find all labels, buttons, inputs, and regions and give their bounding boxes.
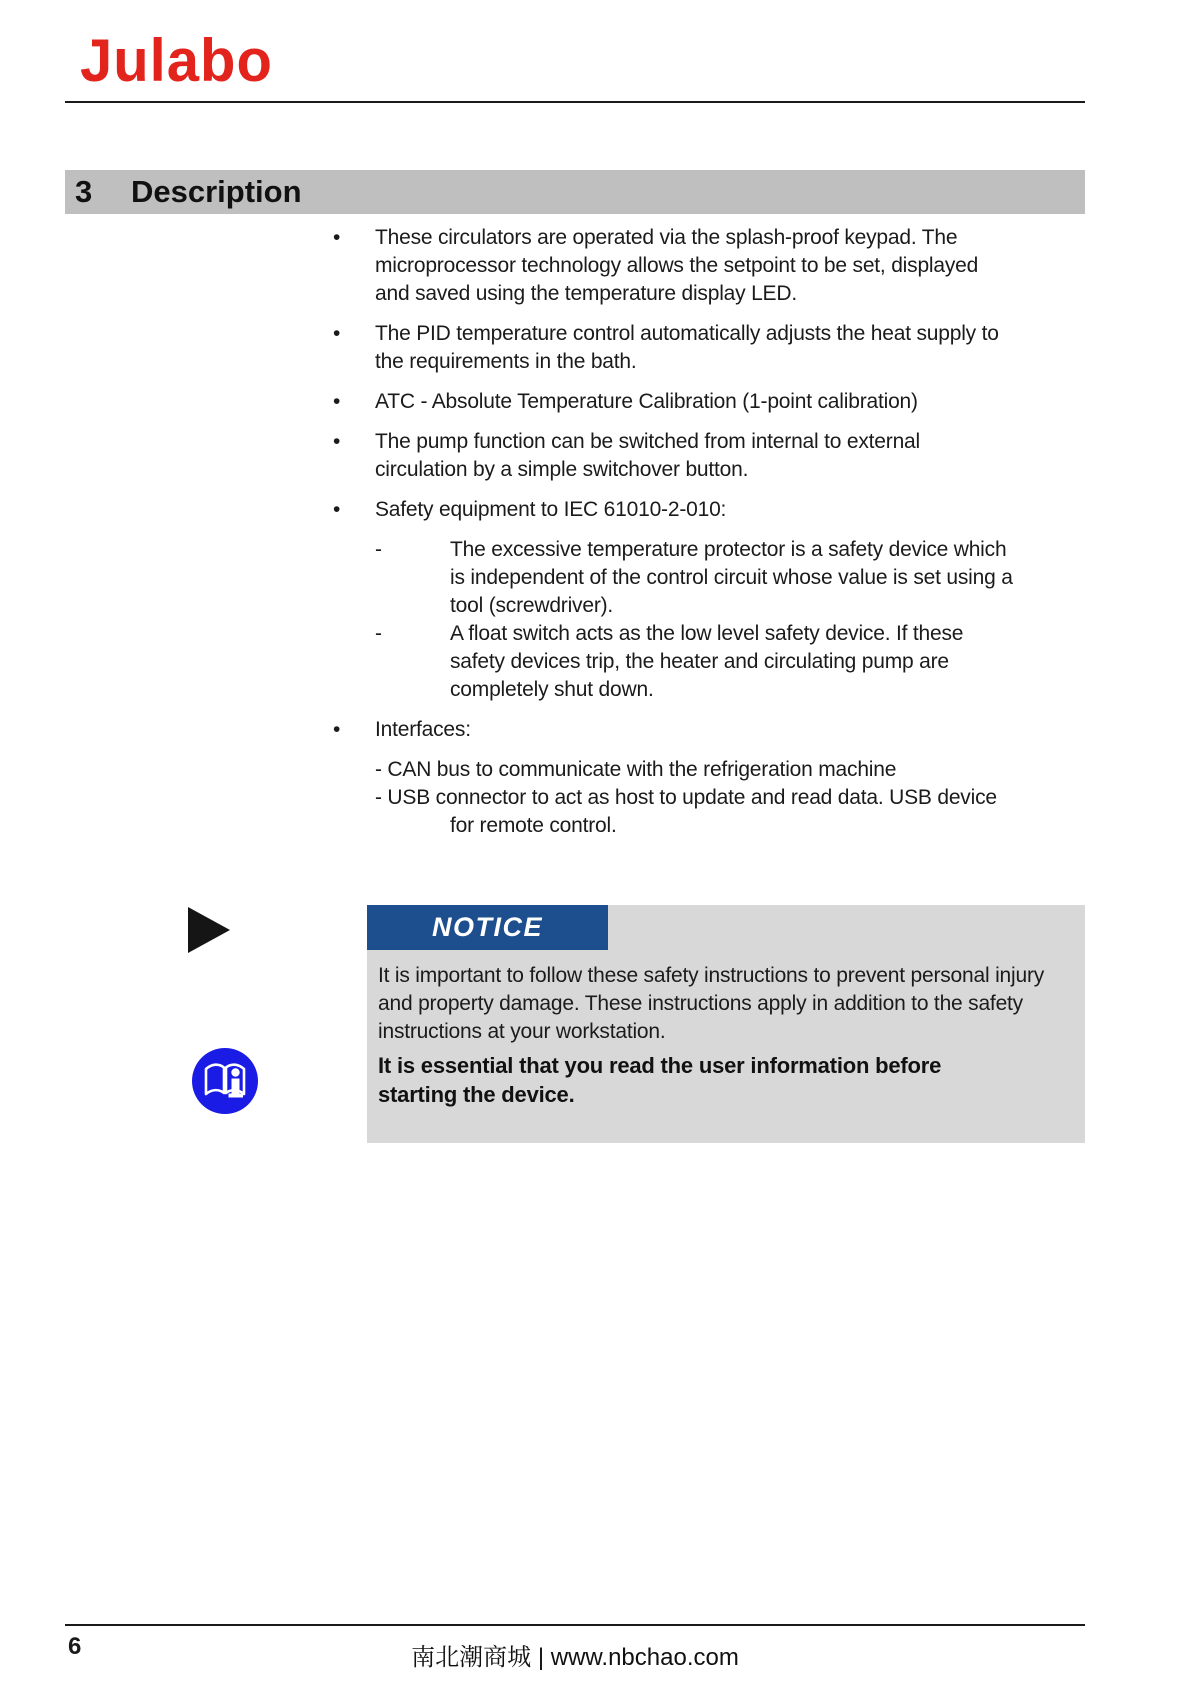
- notice-box: [367, 905, 1085, 1143]
- bullet-icon: •: [333, 430, 341, 453]
- bullet-icon: •: [333, 226, 341, 249]
- page-number: 6: [68, 1633, 82, 1660]
- bullet-icon: •: [333, 498, 341, 521]
- sub-list-item-text: - CAN bus to communicate with the refrigeration machine: [375, 758, 897, 781]
- dash-marker: -: [375, 538, 382, 561]
- list-item: [333, 388, 1015, 416]
- section-title: Description: [131, 174, 302, 209]
- sub-list-item-text: - USB connector to act as host to update and read data. USB device: [375, 786, 997, 809]
- section-number: 3: [75, 174, 93, 209]
- footer-site-text: 南北潮商城 | www.nbchao.com: [411, 1644, 739, 1671]
- list-item: [333, 716, 1015, 744]
- bullet-icon: •: [333, 718, 341, 741]
- list-item: [333, 428, 1015, 484]
- read-manual-icon: [192, 1048, 258, 1114]
- sub-list-item-text: for remote control.: [450, 814, 617, 837]
- list-item-text: Safety equipment to IEC 61010-2-010:: [375, 498, 727, 521]
- notice-label: NOTICE: [367, 905, 608, 950]
- list-item-text: Interfaces:: [375, 718, 471, 741]
- footer-divider: [65, 1624, 1085, 1626]
- list-item-text: The pump function can be switched from internal to external circulation by a simple switchover button.: [375, 430, 920, 481]
- list-item: [333, 320, 1015, 376]
- sub-list-item-text: A float switch acts as the low level safety device. If these safety devices trip, the heater and circulating pump are completely shut down.: [450, 622, 964, 701]
- sub-list-item: [375, 620, 1015, 704]
- pointer-triangle-icon: [188, 907, 230, 953]
- dash-marker: -: [375, 622, 382, 645]
- description-bullet-list: [333, 224, 1015, 852]
- list-item: [333, 224, 1015, 308]
- list-item-text: These circulators are operated via the splash-proof keypad. The microprocessor technology allows the setpoint to be set, displayed and saved using the temperature display LED.: [375, 226, 979, 305]
- list-item-text: ATC - Absolute Temperature Calibration (1-point calibration): [375, 390, 918, 413]
- section-heading: [65, 170, 1085, 214]
- notice-body-text: It is important to follow these safety instructions to prevent personal injury and property damage. These instructions apply in addition to the safety instructions at your workstation.: [378, 964, 1045, 1043]
- safety-sub-list: [375, 536, 1015, 704]
- bullet-icon: •: [333, 390, 341, 413]
- interfaces-sub-list: [375, 756, 1015, 840]
- bullet-icon: •: [333, 322, 341, 345]
- list-item-text: The PID temperature control automatically adjusts the heat supply to the requirements in the bath.: [375, 322, 999, 373]
- header-divider: [65, 101, 1085, 103]
- julabo-logo: Julabo: [80, 27, 273, 95]
- sub-list-item: [375, 536, 1015, 620]
- sub-list-item-text: The excessive temperature protector is a safety device which is independent of the control circuit whose value is set using a tool (screwdriver).: [450, 538, 1013, 617]
- notice-emphasis-text: It is essential that you read the user information before starting the device.: [378, 1053, 942, 1107]
- list-item: [333, 496, 1015, 524]
